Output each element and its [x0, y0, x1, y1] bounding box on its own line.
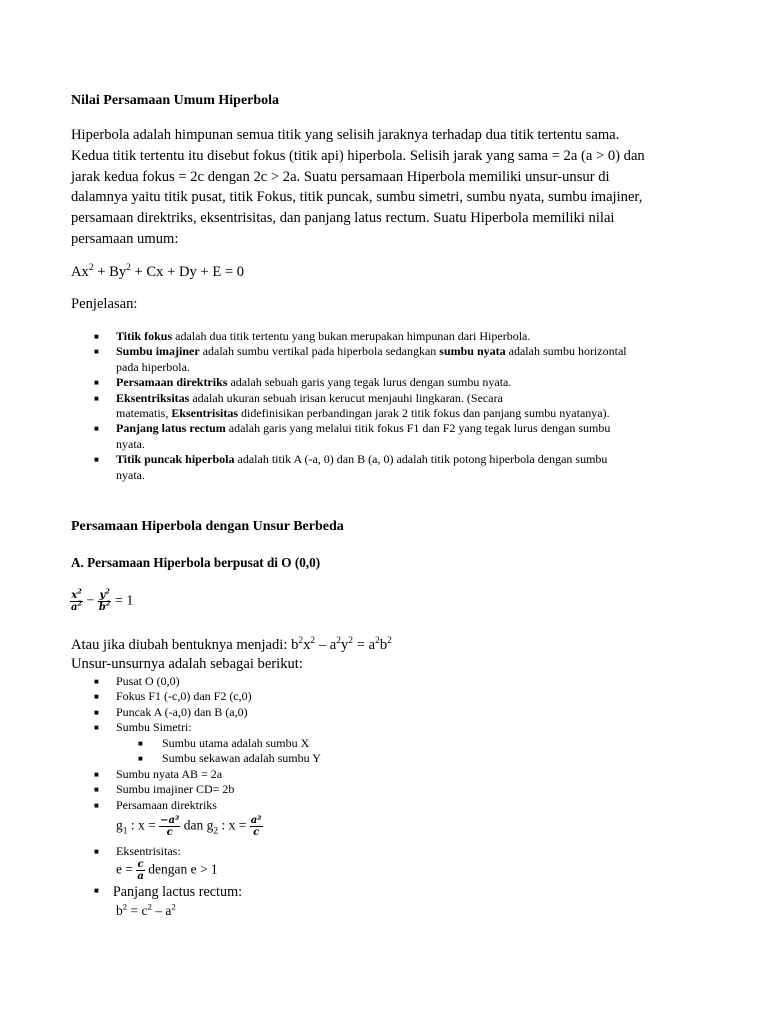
list-item: ■ Sumbu nyata AB = 2a: [94, 767, 223, 781]
paragraph-line: Hiperbola adalah himpunan semua titik yang selisih jaraknya terhadap dua titik tertentu sama.: [71, 127, 620, 143]
bullet-icon: ■: [138, 754, 143, 764]
eksentrisitas-equation: e = $\frac{c}{a}$ dengan e > 1: [116, 859, 218, 882]
bullet-icon: ■: [94, 347, 99, 357]
bullet-icon: ■: [94, 800, 99, 810]
bullet-icon: ■: [94, 332, 99, 341]
bullet-icon: ■: [94, 424, 99, 434]
bullet-icon: ■: [94, 770, 99, 779]
list-item: ■ Persamaan direktriks adalah sebuah garis yang tegak lurus dengan sumbu nyata.: [94, 375, 512, 390]
bullet-icon: ■: [94, 378, 99, 388]
bullet-icon: ■: [94, 455, 99, 465]
bullet-icon: ■: [138, 739, 143, 748]
bullet-icon: ■: [94, 886, 99, 895]
section-title: Nilai Persamaan Umum Hiperbola: [71, 93, 280, 108]
paragraph-line: jarak kedua fokus = 2c dengan 2c > 2a. Suatu persamaan Hiperbola memiliki unsur-unsur di: [71, 168, 610, 185]
bullet-icon: ■: [94, 677, 99, 686]
paragraph-line: Kedua titik tertentu itu disebut fokus (titik api) hiperbola. Selisih jarak yang sama = 2a (a > 0) dan: [71, 147, 645, 164]
direktriks-equation: $g_1$ : x = $\frac{\text{−a²}}{c}$ dan $g_2$ : x = $\frac{\text{a²}}{c}$: [116, 815, 262, 838]
paragraph-line: dalamnya yaitu titik pusat, titik Fokus, titik puncak, sumbu simetri, sumbu nyata, sumbu imajiner,: [71, 189, 643, 206]
section-title: Persamaan Hiperbola dengan Unsur Berbeda: [71, 519, 344, 534]
bullet-icon: ■: [94, 723, 99, 733]
bullet-icon: ■: [94, 393, 99, 403]
list-item: ■ Sumbu imajiner adalah sumbu vertikal pada hiperbola sedangkan sumbu nyata adalah sumbu horizontal pada hiperbola.: [94, 344, 627, 374]
bullet-icon: ■: [94, 692, 99, 702]
general-equation: $Ax^2 + By^2 + Cx + Dy + E = 0$: [71, 263, 245, 280]
eksentrisitas-list: [94, 844, 181, 859]
latus-item: ■ Panjang lactus rectum:: [94, 884, 243, 900]
bullet-icon: ■: [94, 847, 99, 856]
paragraph-line: persamaan direktriks, eksentrisitas, dan panjang latus rectum. Suatu Hiperbola memiliki nilai: [71, 210, 615, 227]
alt-form: Atau jika diubah bentuknya menjadi: $b^2x^2 - a^2y^2 = a^2b^2$: [71, 636, 392, 653]
list-item: ■ Titik fokus adalah dua titik tertentu yang bukan merupakan himpunan dari Hiperbola.: [94, 329, 531, 343]
list-item: ■ Sumbu sekawan adalah sumbu Y: [138, 751, 321, 766]
unsur-list-2: [94, 767, 235, 813]
bullet-icon: ■: [94, 785, 99, 795]
list-item: ■ Puncak A (-a,0) dan B (a,0): [94, 704, 248, 719]
list-item: ■ Persamaan direktriks: [94, 797, 217, 812]
paragraph-line: persamaan umum:: [71, 230, 179, 247]
unsur-list: [94, 674, 252, 736]
unsur-label: Unsur-unsurnya adalah sebagai berikut:: [71, 656, 303, 672]
explain-label: Penjelasan:: [71, 296, 138, 312]
list-item: ■ Sumbu utama adalah sumbu X: [138, 736, 310, 750]
subsection-title: A. Persamaan Hiperbola berpusat di O (0,0): [71, 555, 321, 570]
hyperbola-equation: $\frac{x^2}{a^2}$ − $\frac{y^2}{b^2}$ = 1: [71, 587, 134, 613]
intro-paragraph: [71, 125, 645, 250]
bullet-icon: ■: [94, 707, 99, 717]
list-item: ■ Titik puncak hiperbola adalah titik A (-a, 0) dan B (a, 0) adalah titik potong hiperbola dengan sumbu nyata.: [94, 452, 608, 482]
explain-list: [94, 329, 696, 483]
latus-equation: $b^2 = c^2 - a^2$: [116, 901, 176, 918]
list-item: ■ Panjang latus rectum adalah garis yang melalui titik fokus F1 dan F2 yang tegak lurus dengan sumbu nyata.: [94, 421, 611, 451]
list-item: ■ Fokus F1 (-c,0) dan F2 (c,0): [94, 689, 252, 704]
list-item: ■ Sumbu Simetri:: [94, 720, 192, 735]
list-item: ■ Sumbu imajiner CD= 2b: [94, 782, 235, 797]
list-item: ■ Eksentriksitas adalah ukuran sebuah irisan kerucut menjauhi lingkaran. (Secara matematis, Eksentrisitas didefinisikan perbandingan jarak 2 titik fokus dan panjang sumbu nyatanya).: [94, 390, 610, 421]
simetri-sublist: [138, 736, 321, 767]
list-item: ■ Pusat O (0,0): [94, 674, 180, 688]
list-item: ■ Eksentrisitas:: [94, 844, 181, 858]
